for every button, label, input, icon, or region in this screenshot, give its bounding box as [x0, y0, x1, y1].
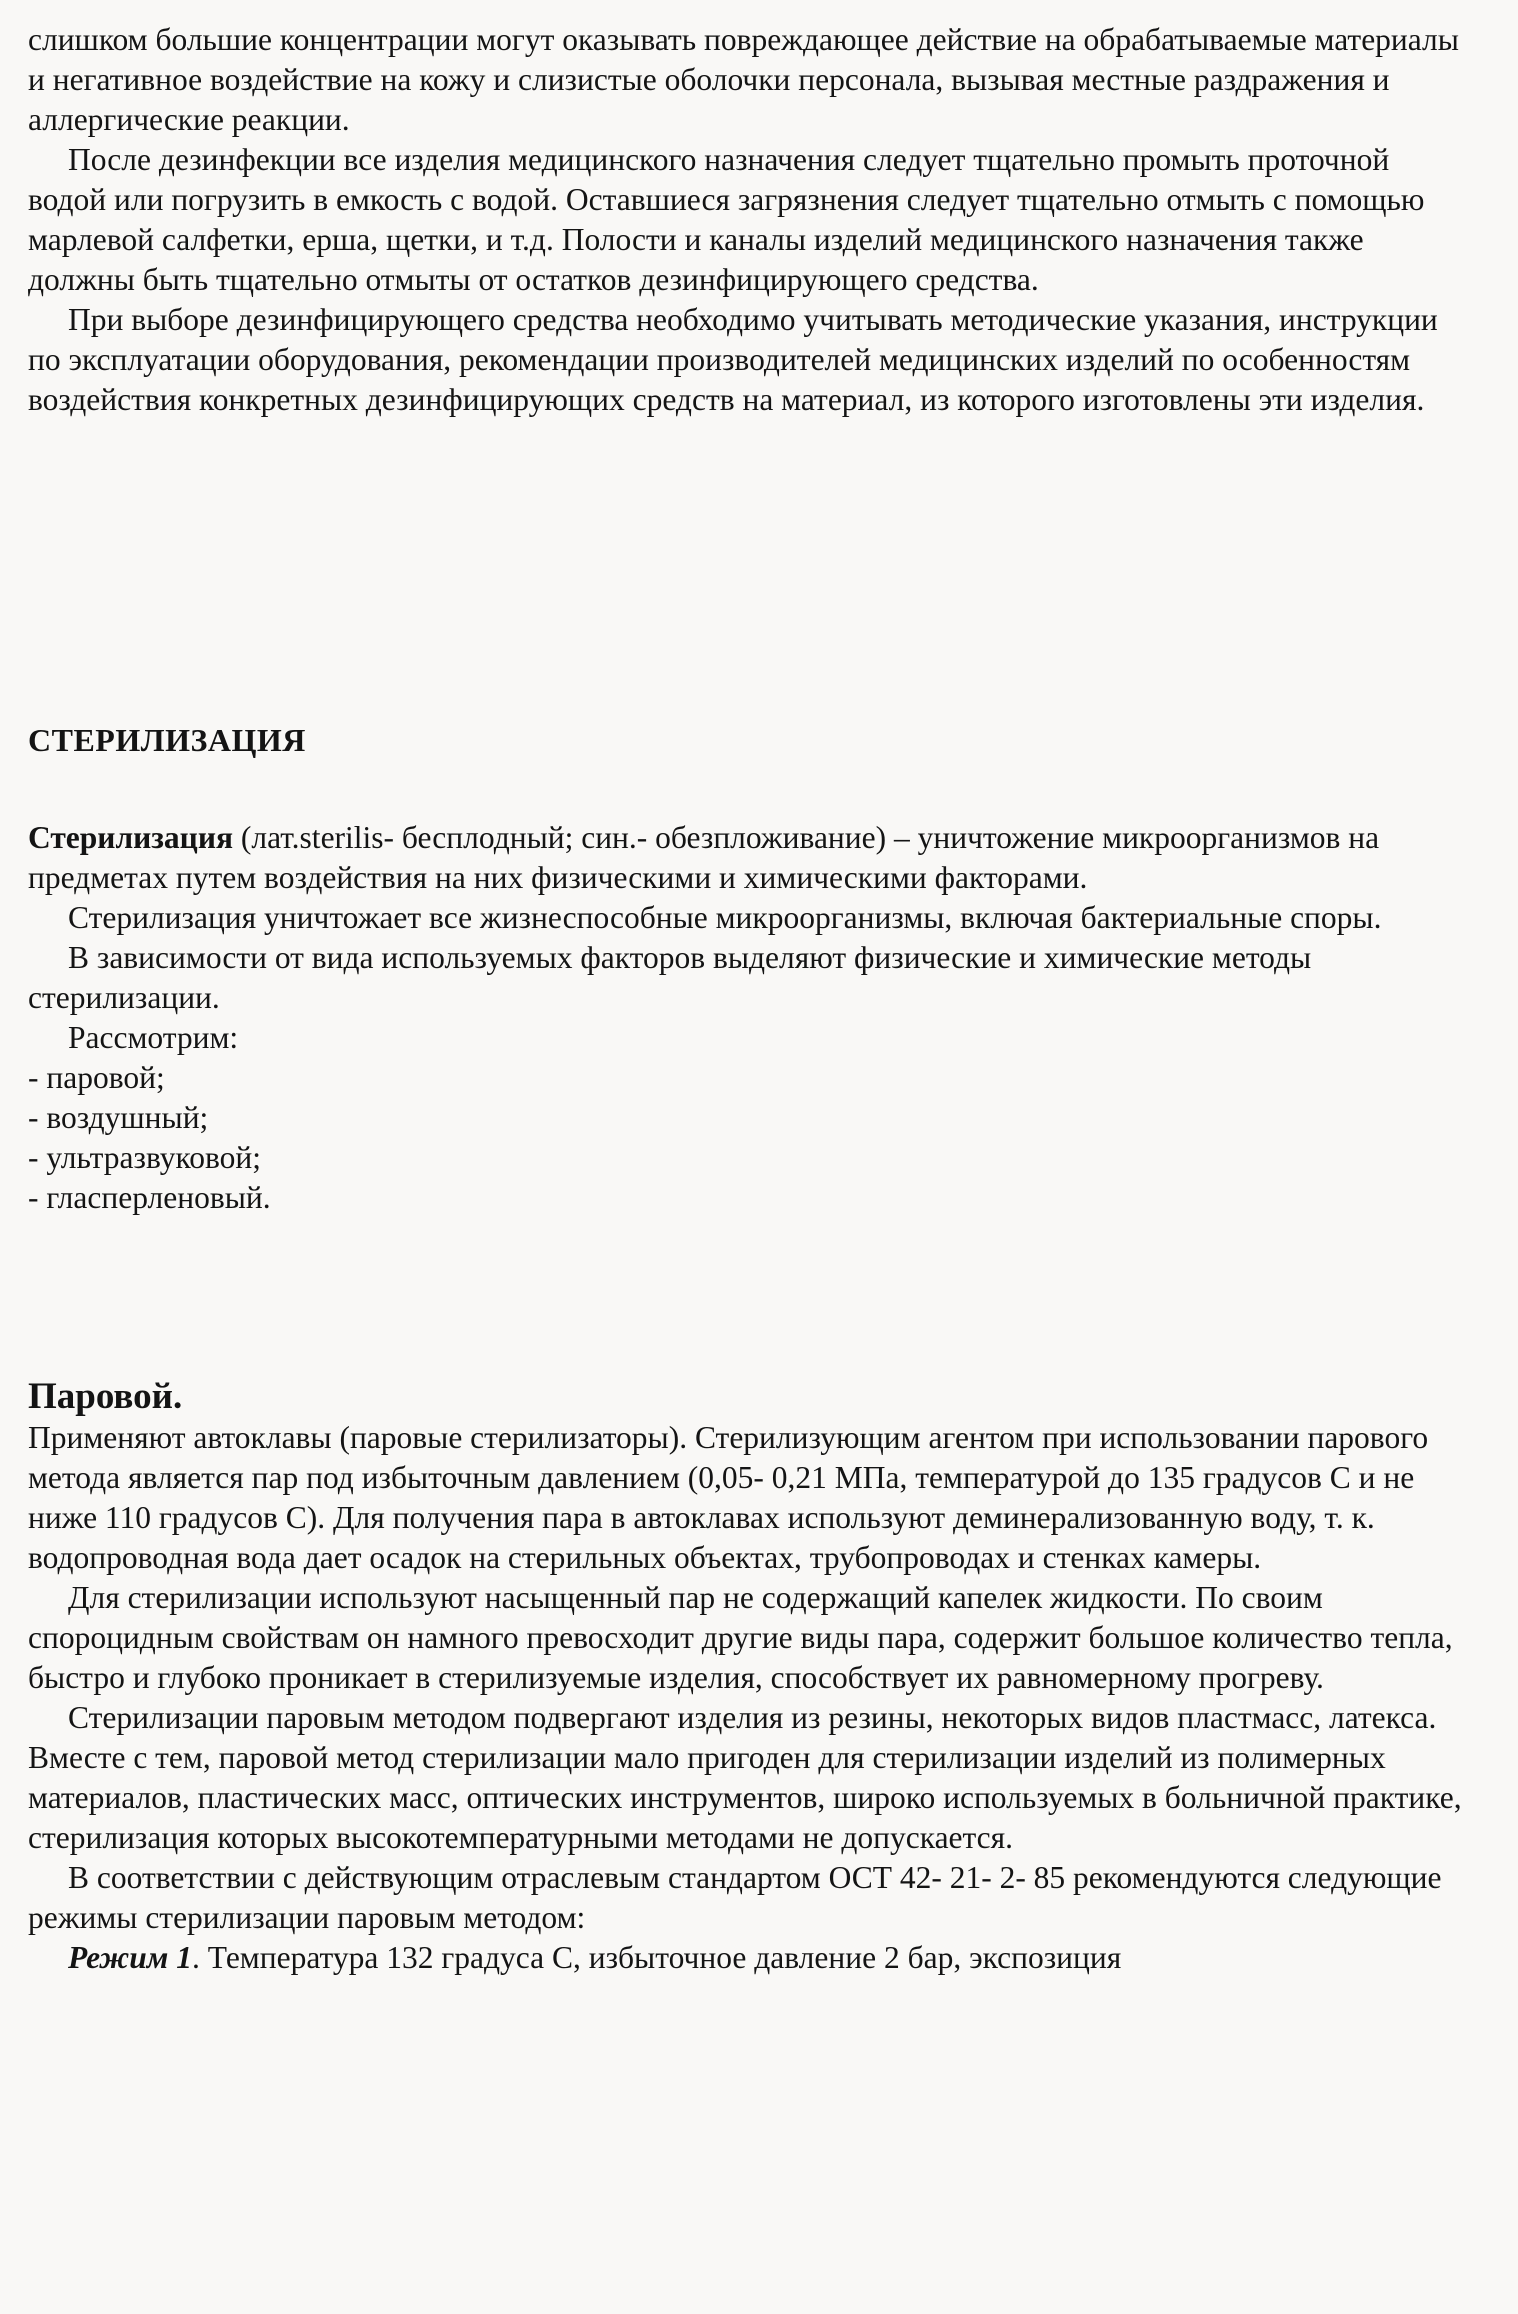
steam-paragraph-3: Стерилизации паровым методом подвергают изделия из резины, некоторых видов пластмасс, латекса. Вместе с тем, паровой метод стерилизации мало пригоден для стерилизации изделий из полимерных материалов, пластических масс, оптических инструментов, широко используемых в больничной практике, стерилизация которых высокотемпературными методами не допускается. [28, 1700, 1462, 1855]
intro-section [28, 20, 1468, 420]
steam-paragraph-1: Применяют автоклавы (паровые стерилизаторы). Стерилизующим агентом при использовании парового метода является пар под избыточным давлением (0,05- 0,21 МПа, температурой до 135 градусов С и не ниже 110 градусов С). Для получения пара в автоклавах используют деминерализованную воду, т. к. водопроводная вода дает осадок на стерильных объектах, трубопроводах и стенках камеры. [28, 1420, 1429, 1575]
list-item: - ультразвуковой; [28, 1140, 261, 1175]
list-item: - воздушный; [28, 1100, 209, 1135]
intro-paragraph-2: После дезинфекции все изделия медицинского назначения следует тщательно промыть проточной водой или погрузить в емкость с водой. Оставшиеся загрязнения следует тщательно отмыть с помощью марлевой салфетки, ерша, щетки, и т.д. Полости и каналы изделий медицинского назначения также должны быть тщательно отмыты от остатков дезинфицирующего средства. [28, 142, 1425, 297]
list-item: - паровой; [28, 1060, 165, 1095]
sterilization-section [28, 818, 1468, 1218]
intro-paragraph-3: При выборе дезинфицирующего средства необходимо учитывать методические указания, инструкции по эксплуатации оборудования, рекомендации производителей медицинских изделий по особенностям воздействия конкретных дезинфицирующих средств на материал, из которого изготовлены эти изделия. [28, 302, 1438, 417]
list-item: - гласперленовый. [28, 1180, 271, 1215]
steam-mode-1 [28, 1938, 1468, 1978]
steam-section [28, 1418, 1468, 1978]
sterilization-heading: СТЕРИЛИЗАЦИЯ [28, 722, 306, 758]
sterilization-definition [28, 818, 1468, 898]
steam-paragraph-2: Для стерилизации используют насыщенный пар не содержащий капелек жидкости. По своим спороцидным свойствам он намного превосходит другие виды пара, содержит большое количество тепла, быстро и глубоко проникает в стерилизуемые изделия, способствует их равномерному прогреву. [28, 1580, 1453, 1695]
intro-paragraph-1: слишком большие концентрации могут оказывать повреждающее действие на обрабатываемые материалы и негативное воздействие на кожу и слизистые оболочки персонала, вызывая местные раздражения и аллергические реакции. [28, 22, 1459, 137]
sterilization-term: Стерилизация [28, 820, 234, 855]
mode-label: Режим 1 [68, 1940, 193, 1975]
sterilization-paragraph-2: Стерилизация уничтожает все жизнеспособные микроорганизмы, включая бактериальные споры. [68, 900, 1382, 935]
steam-paragraph-4: В соответствии с действующим отраслевым стандартом ОСТ 42- 21- 2- 85 рекомендуются следующие режимы стерилизации паровым методом: [28, 1860, 1442, 1935]
sterilization-paragraph-3: В зависимости от вида используемых факторов выделяют физические и химические методы стерилизации. [28, 940, 1312, 1015]
methods-list-intro: Рассмотрим: [68, 1020, 239, 1055]
sterilization-definition-text: (лат.sterilis- бесплодный; син.- обезпложивание) – уничтожение микроорганизмов на предметах путем воздействия на них физическими и химическими факторами. [28, 820, 1380, 895]
steam-heading: Паровой. [28, 1376, 183, 1417]
mode-text: . Температура 132 градуса С, избыточное давление 2 бар, экспозиция [192, 1940, 1122, 1975]
methods-list [28, 1058, 1468, 1218]
